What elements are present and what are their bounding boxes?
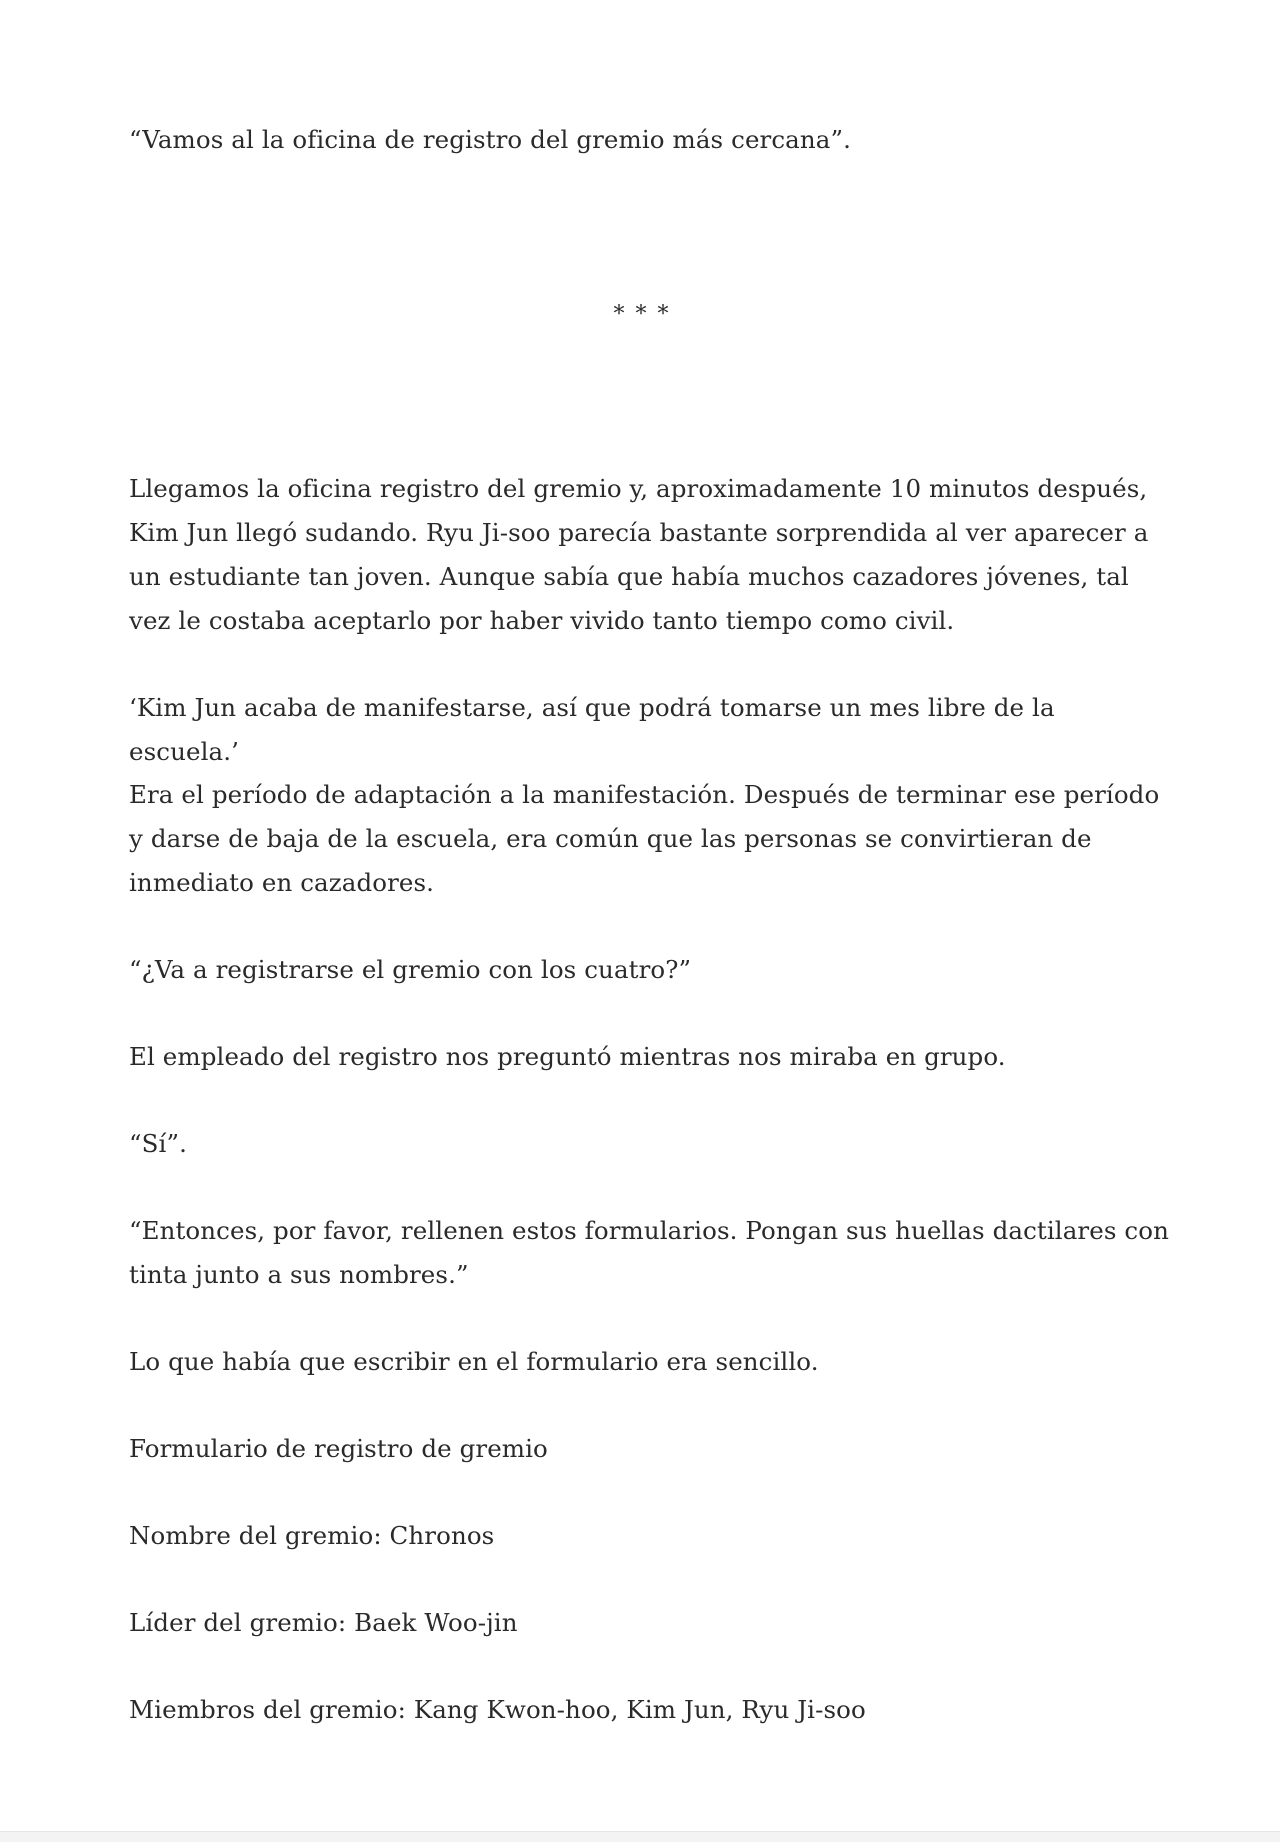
form-guild-name: Nombre del gremio: Chronos — [129, 1521, 495, 1550]
page-bottom-edge — [0, 1831, 1280, 1842]
paragraph-form-intro: Lo que había que escribir en el formulario era sencillo. — [129, 1347, 819, 1376]
paragraph-dialogue-office: “Vamos al la oficina de registro del gremio más cercana”. — [129, 125, 851, 154]
form-guild-members: Miembros del gremio: Kang Kwon-hoo, Kim Jun, Ryu Ji-soo — [129, 1695, 866, 1724]
paragraph-instructions: “Entonces, por favor, rellenen estos formularios. Pongan sus huellas dactilares con tinta junto a sus nombres.” — [129, 1216, 1169, 1289]
paragraph-question: “¿Va a registrarse el gremio con los cuatro?” — [129, 955, 692, 984]
section-separator: * * * — [613, 302, 671, 327]
paragraph-thought: ‘Kim Jun acaba de manifestarse, así que podrá tomarse un mes libre de la escuela.’ — [129, 693, 1055, 766]
paragraph-answer: “Sí”. — [129, 1129, 187, 1158]
form-guild-leader: Líder del gremio: Baek Woo-jin — [129, 1608, 518, 1637]
paragraph-adaptation: Era el período de adaptación a la manifestación. Después de terminar ese período y darse de baja de la escuela, era común que las personas se convirtieran de inmediato en cazadores. — [129, 780, 1160, 897]
paragraph-arrival: Llegamos la oficina registro del gremio y, aproximadamente 10 minutos después, Kim Jun llegó sudando. Ryu Ji-soo parecía bastante sorprendida al ver aparecer a un estudiante tan joven. Aunque sabía que había muchos cazadores jóvenes, tal vez le costaba aceptarlo por haber vivido tanto tiempo como civil. — [129, 474, 1149, 635]
form-title: Formulario de registro de gremio — [129, 1434, 548, 1463]
paragraph-employee: El empleado del registro nos preguntó mientras nos miraba en grupo. — [129, 1042, 1006, 1071]
